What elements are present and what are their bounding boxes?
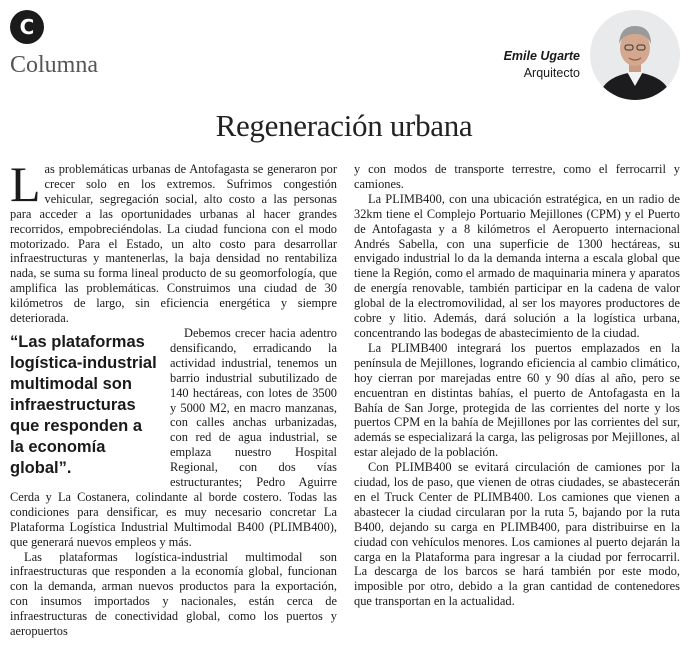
author-role: Arquitecto (523, 66, 580, 80)
article-title: Regeneración urbana (215, 108, 473, 143)
author-photo (590, 10, 680, 100)
paragraph: Con PLIMB400 se evitará circulación de camiones por la ciudad, los de paso, que vienen de otras ciudades, se abastecerán en el Truck Center de PLIMB400. Los camiones que vienen a abastecer la ciudad circularan por la ruta 5, bajando por la ruta B400, dejando su carga en PLIMB400, para distribuirse en la ciudad con vehículos menores. Los camiones al puerto dejarán la carga en la Plataforma para ingresar a la ciudad por ferrocarril. La descarga de los barcos se hará también por este modo, imposible por otro, debido a la gran cantidad de contenedores que transportan en la actualidad. (354, 460, 680, 609)
article-column-left (10, 156, 337, 639)
paragraph: La PLIMB400 integrará los puertos emplazados en la península de Mejillones, logrando eficiencia al cambio climático, hoy cierran por marejadas entre 60 y 90 días al año, pero se encuentran en distintas bahías, el puerto de Antofagasta en la Bahía de San Jorge, protegida de las corrientes del norte y los puertos CPM en la bahía de Mejillones por las corrientes del sur, además se especializará la carga, las peligrosas por Mejillones, al estar alejado de la población. (354, 340, 680, 460)
section-label: Columna (10, 52, 98, 78)
section-badge: C (10, 10, 44, 44)
pull-quote: “Las plataformas logística-industrial multimodal son infraestructuras que responden a la economía global”. (10, 332, 157, 477)
article-column-right (354, 162, 680, 609)
paragraph: Debemos crecer hacia adentro densificando, erradicando la actividad industrial, tenemos un barrio industrial subutilizado de 140 hectáreas, con lotes de 3500 y 5000 M2, en macro manzanas, con calles anchas urbanizadas, con red de agua industrial, se emplaza nuestro Hospital Regional, con dos vías estructurantes; Pedro Aguirre Cerda y La Costanera, colindante al borde costero. Todas las condiciones para densificar, es muy necesario concretar La Plataforma Logística Industrial Multimodal B400 (PLIMB400), que generará nuevos empleos y más. (10, 325, 337, 549)
author-name: Emile Ugarte (503, 49, 580, 63)
drop-cap: L (10, 156, 41, 212)
paragraph: Las plataformas logística-industrial multimodal son infraestructuras que responden a la economía global, funcionan con la demanda, arman nuevos productos para la exportación, con insumos importados y nacionales, están cerca de infraestructuras de conectividad global, como los puertos y aeropuertos (10, 549, 337, 639)
paragraph-text: as problemáticas urbanas de Antofagasta se generaron por crecer solo en los extremos. Sufrimos congestión vehicular, segregación social, alto costo a las personas para acceder a las oportunidades urbanas al hacer grandes recorridos, empobreciéndolas. La ciudad funciona con el modo motorizado. Para el Estado, un alto costo para desarrollar infraestructuras y mantenerlas, la baja densidad no rentabiliza nada, se suma su forma lineal producto de su geomorfología, que amplifica las problemáticas. Construimos una ciudad de 30 kilómetros de largo, sin eficiencia energética y siempre deteriorada. (10, 162, 337, 326)
paragraph (10, 156, 337, 326)
author-block (504, 48, 580, 82)
paragraph: y con modos de transporte terrestre, como el ferrocarril y camiones. (354, 162, 680, 191)
paragraph: La PLIMB400, con una ubicación estratégica, en un radio de 32km tiene el Complejo Portuario Mejillones (CPM) y el Puerto de Antofagasta y a 8 kilómetros el Aeropuerto internacional Andrés Sabella, con una superficie de 1300 hectáreas, su envigado industrial lo da la demanda interna a escala global que tiene la Región, como el armado de maquinaria minera y aparatos de energía renovable, también participar en la cadena de valor global de la electromovilidad, al ser los mayores productores de cobre y litio. Además, dará solución a la logística urbana, concentrando las bodegas de abastecimiento de la ciudad. (354, 191, 680, 340)
